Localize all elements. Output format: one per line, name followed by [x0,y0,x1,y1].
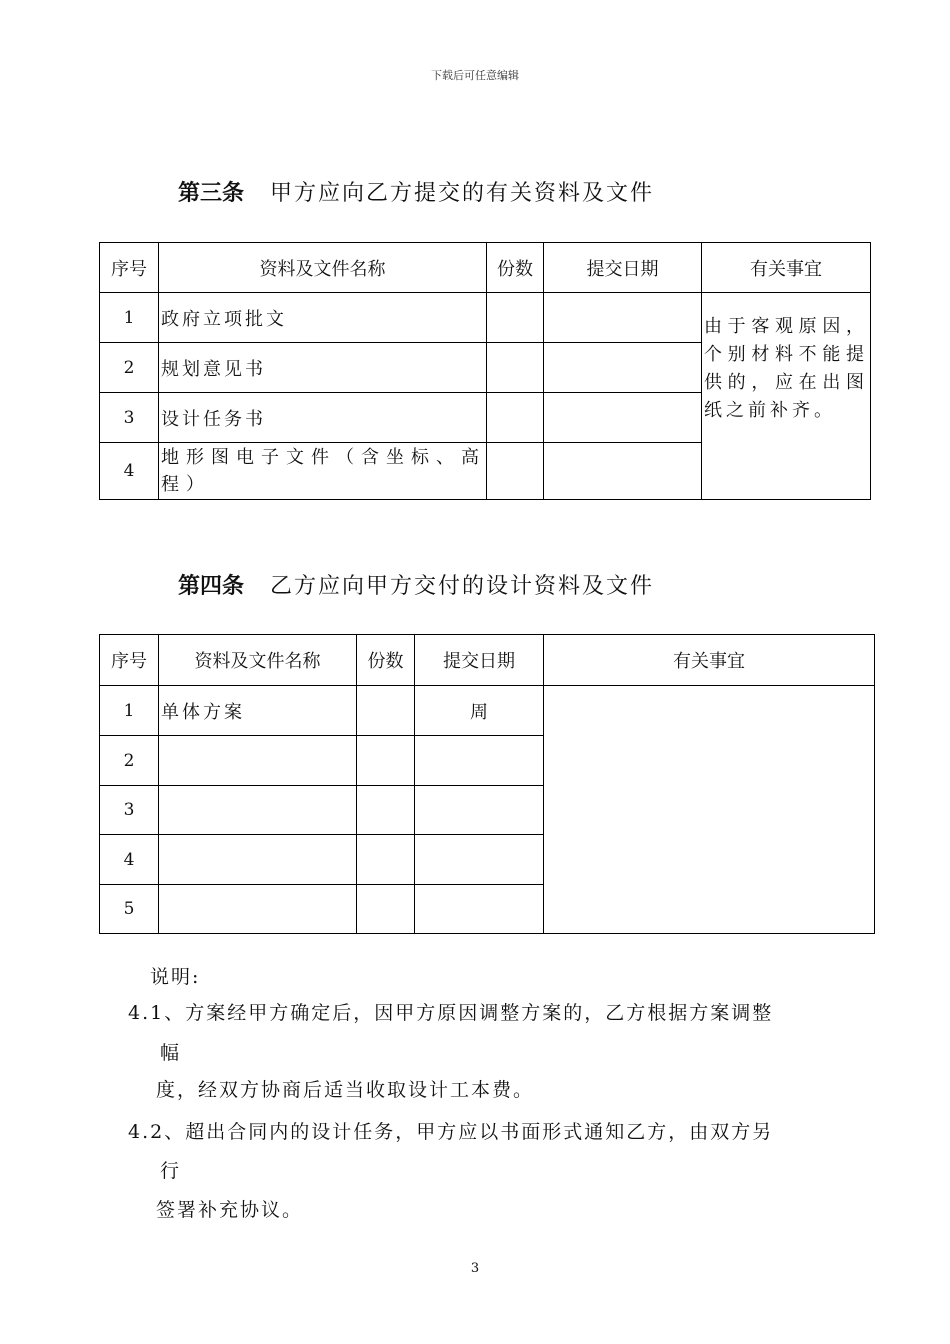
column-header-date: 提交日期 [415,635,544,686]
row-copies [357,835,415,885]
explanation-item1-line1: 4.1、方案经甲方确定后，因甲方原因调整方案的，乙方根据方案调整 [128,1002,774,1024]
explanation-item2-line3: 签署补充协议。 [156,1199,304,1221]
row-date: 周 [415,686,544,736]
row-copies [357,786,415,835]
column-header-notes: 有关事宜 [544,635,875,686]
page-number: 3 [470,1261,480,1276]
row-name: 地形图电子文件（含坐标、高程） [159,443,487,500]
section3-heading [178,176,654,207]
table-row [100,686,875,736]
row-copies [357,885,415,934]
row-date [415,736,544,786]
row-name [159,835,357,885]
row-number: 4 [100,443,159,500]
row-number: 1 [100,686,159,736]
column-header-no: 序号 [100,635,159,686]
explanation-label: 说明: [150,966,201,988]
row-name: 单体方案 [159,686,357,736]
row-date [415,835,544,885]
section4-heading [178,569,654,600]
row-name: 政府立项批文 [159,293,487,343]
row-copies [487,343,544,393]
row-number: 4 [100,835,159,885]
row-copies [487,393,544,443]
row-number: 2 [100,343,159,393]
column-header-date: 提交日期 [544,243,702,293]
section3-table [99,242,871,500]
row-date [544,343,702,393]
section4-number: 第四条 [178,574,245,599]
section4-title: 乙方应向甲方交付的设计资料及文件 [270,574,655,599]
column-header-name: 资料及文件名称 [159,243,487,293]
explanation-item2-line1: 4.2、超出合同内的设计任务，甲方应以书面形式通知乙方，由双方另 [128,1121,774,1143]
explanation-item2-line2: 行 [160,1160,182,1182]
page-header: 下载后可任意编辑 [431,69,519,82]
table-header-row [100,243,871,293]
row-name [159,885,357,934]
row-name [159,786,357,835]
row-name: 规划意见书 [159,343,487,393]
column-header-copies: 份数 [357,635,415,686]
row-date [415,885,544,934]
row-copies [487,293,544,343]
row-number: 1 [100,293,159,343]
row-date [544,393,702,443]
row-note [544,686,875,934]
column-header-no: 序号 [100,243,159,293]
column-header-copies: 份数 [487,243,544,293]
row-date [415,786,544,835]
row-number: 5 [100,885,159,934]
column-header-notes: 有关事宜 [702,243,871,293]
section3-number: 第三条 [178,181,245,206]
row-number: 3 [100,393,159,443]
row-name [159,736,357,786]
row-number: 2 [100,736,159,786]
row-note: 由于客观原因，个别材料不能提供的，应在出图纸之前补齐。 [702,293,871,500]
explanation-item1-line2: 幅 [160,1042,182,1064]
section4-table [99,634,875,934]
row-date [544,293,702,343]
row-date [544,443,702,500]
row-copies [487,443,544,500]
column-header-name: 资料及文件名称 [159,635,357,686]
table-header-row [100,635,875,686]
row-copies [357,686,415,736]
section3-title: 甲方应向乙方提交的有关资料及文件 [270,181,655,206]
row-copies [357,736,415,786]
explanation-item1-line3: 度，经双方协商后适当收取设计工本费。 [156,1079,535,1101]
table-row [100,293,871,343]
row-number: 3 [100,786,159,835]
row-name: 设计任务书 [159,393,487,443]
